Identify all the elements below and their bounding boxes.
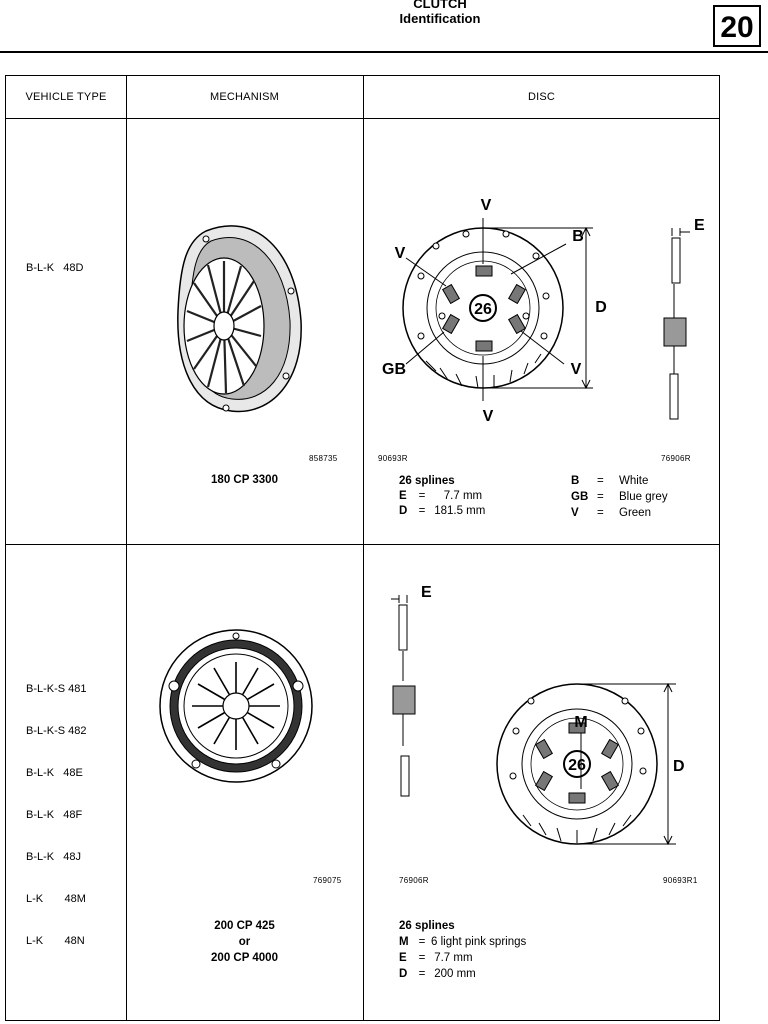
- vehicle-type-item: B-L-K 48F: [26, 809, 83, 821]
- header-rule: [0, 51, 768, 53]
- disc-ref-left-1: 90693R: [378, 454, 408, 463]
- label-v-right: V: [570, 361, 582, 378]
- mechanism-model-2: [126, 918, 363, 966]
- splines-label-1: 26: [474, 301, 492, 318]
- disc-ref-left-2: 76906R: [399, 876, 429, 885]
- spec-e-line-2: E = 7.7 mm: [399, 952, 473, 964]
- column-header-mechanism: MECHANISM: [209, 91, 280, 103]
- column-divider-2: [363, 76, 364, 1020]
- mechanism-model-line: or: [238, 936, 251, 948]
- spec-d-line: D = 181.5 mm: [399, 505, 486, 517]
- spec-e-value: 7.7 mm: [443, 490, 483, 502]
- identification-table: [5, 75, 720, 1021]
- label-b: B: [572, 228, 584, 245]
- clutch-disc-drawing-1: [376, 196, 716, 426]
- vehicle-type-list-row-2: [26, 654, 87, 976]
- spec-e-value-2: 7.7 mm: [434, 952, 473, 964]
- mechanism-model-1: 180 CP 3300: [211, 474, 278, 486]
- disc-spec-1: [399, 474, 485, 519]
- spec-m-line: M = 6 light pink springs: [399, 936, 527, 948]
- pressure-plate-drawing-1: [166, 211, 316, 421]
- disc-ref-right-1: 76906R: [661, 454, 691, 463]
- vehicle-type-item: B-L-K-S 482: [26, 725, 87, 737]
- mechanism-ref-2: 769075: [313, 876, 342, 885]
- clutch-disc-drawing-2: [381, 581, 716, 841]
- column-header-disc: DISC: [527, 91, 556, 103]
- vehicle-type-row-1: B-L-K 48D: [26, 262, 84, 274]
- label-m: M: [574, 714, 588, 731]
- row-divider: [6, 544, 719, 545]
- chapter-number: 20: [713, 5, 761, 47]
- spec-d-value: 181.5 mm: [434, 505, 486, 517]
- spec-d-key: D: [399, 505, 408, 517]
- legend-item: GB = Blue grey: [571, 491, 668, 503]
- vehicle-type-item: L-K 48M: [26, 893, 86, 905]
- label-d-2: D: [673, 758, 685, 775]
- section-subtitle: Identification: [399, 11, 481, 26]
- mechanism-model-line: 200 CP 4000: [211, 952, 278, 964]
- label-d-1: D: [595, 299, 607, 316]
- header-row-divider: [6, 118, 719, 119]
- splines-label-2: 26: [568, 757, 586, 774]
- legend-item: B = White: [571, 475, 649, 487]
- spec-m-value: 6 light pink springs: [431, 936, 527, 948]
- vehicle-type-item: B-L-K 48J: [26, 851, 82, 863]
- vehicle-type-item: L-K 48N: [26, 935, 85, 947]
- splines-count-1: 26 splines: [399, 475, 455, 487]
- color-legend: [571, 473, 668, 521]
- vehicle-type-item: B-L-K 48E: [26, 767, 83, 779]
- mechanism-ref-1: 858735: [309, 454, 338, 463]
- spec-e-key: E: [399, 490, 407, 502]
- vehicle-type-item: B-L-K-S 481: [26, 683, 87, 695]
- spec-e-line: E = 7.7 mm: [399, 490, 483, 502]
- disc-spec-2: [399, 918, 526, 982]
- label-e-1: E: [694, 217, 705, 234]
- label-v-top: V: [480, 197, 492, 214]
- section-title: CLUTCH: [413, 0, 467, 11]
- spec-d-line-2: D = 200 mm: [399, 968, 476, 980]
- mechanism-model-line: 200 CP 425: [214, 920, 275, 932]
- label-v-bottom: V: [482, 408, 494, 425]
- label-v-left: V: [394, 245, 406, 262]
- column-divider-1: [126, 76, 127, 1020]
- column-header-vehicle-type: VEHICLE TYPE: [25, 91, 107, 103]
- label-gb: GB: [382, 361, 406, 378]
- label-e-2: E: [421, 584, 432, 601]
- pressure-plate-drawing-2: [156, 626, 321, 786]
- splines-count-2: 26 splines: [399, 920, 455, 932]
- disc-ref-right-2: 90693R1: [663, 876, 698, 885]
- spec-d-value-2: 200 mm: [434, 968, 476, 980]
- legend-item: V = Green: [571, 507, 651, 519]
